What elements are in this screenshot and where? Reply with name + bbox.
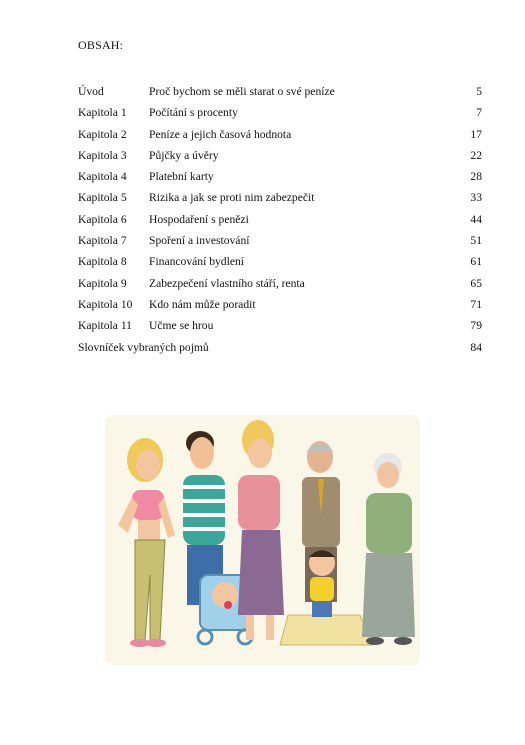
toc-row — [78, 170, 482, 191]
toc-row — [78, 341, 482, 362]
toc-label: Kapitola 9 — [78, 276, 127, 290]
toc-page-number: 5 — [476, 85, 482, 98]
toc-page-number: 65 — [470, 276, 482, 290]
toc-page-number: 17 — [470, 127, 482, 141]
toc-page-number: 28 — [470, 170, 482, 184]
toc-label: Kapitola 8 — [78, 255, 127, 269]
toc-page-number: 61 — [470, 255, 482, 269]
toc-title: Financování bydlení — [149, 255, 244, 269]
toc-title: Platební karty — [149, 170, 214, 184]
toc-row — [78, 319, 482, 340]
toc-title: Hospodaření s penězi — [149, 212, 249, 226]
toc-row — [78, 234, 482, 255]
toc-label: Kapitola 11 — [78, 319, 132, 333]
toc-page-number: 79 — [470, 319, 482, 333]
toc-row — [78, 255, 482, 276]
family-illustration — [0, 405, 525, 675]
toc-title: Učme se hrou — [149, 319, 214, 333]
toc-title: Počítání s procenty — [149, 106, 238, 120]
toc-title: Zabezpečení vlastního stáří, renta — [149, 276, 305, 290]
toc-label: Kapitola 4 — [78, 170, 127, 184]
toc-row — [78, 149, 482, 170]
toc-title: Rizika a jak se proti nim zabezpečit — [149, 191, 315, 205]
toc-page-number: 71 — [470, 297, 482, 311]
toc-row — [78, 213, 482, 234]
toc-label: Úvod — [78, 85, 104, 98]
toc-label: Kapitola 7 — [78, 234, 127, 248]
toc-page-number: 33 — [470, 191, 482, 205]
toc-page-number: 51 — [470, 234, 482, 248]
toc-title: Peníze a jejich časová hodnota — [149, 127, 292, 141]
toc-row — [78, 298, 482, 319]
toc-label: Kapitola 3 — [78, 148, 127, 162]
table-of-contents — [78, 85, 482, 362]
toc-label: Kapitola 1 — [78, 106, 127, 120]
toc-row — [78, 106, 482, 127]
toc-page-number: 44 — [470, 212, 482, 226]
toc-title: Proč bychom se měli starat o své peníze — [149, 85, 335, 98]
toc-row — [78, 191, 482, 212]
toc-page-number: 22 — [470, 148, 482, 162]
toc-row — [78, 277, 482, 298]
toc-label: Slovníček vybraných pojmů — [78, 340, 209, 354]
toc-label: Kapitola 6 — [78, 212, 127, 226]
contents-heading: OBSAH: — [78, 38, 124, 52]
toc-page-number: 7 — [476, 106, 482, 120]
toc-row — [78, 128, 482, 149]
toc-label: Kapitola 5 — [78, 191, 127, 205]
toc-label: Kapitola 10 — [78, 297, 133, 311]
toc-title: Spoření a investování — [149, 234, 250, 248]
toc-page-number: 84 — [470, 340, 482, 354]
child-figure — [309, 550, 335, 617]
toc-row — [78, 85, 482, 106]
toc-title: Kdo nám může poradit — [149, 297, 256, 311]
podium — [280, 615, 372, 645]
toc-label: Kapitola 2 — [78, 127, 127, 141]
toc-title: Půjčky a úvěry — [149, 148, 219, 162]
